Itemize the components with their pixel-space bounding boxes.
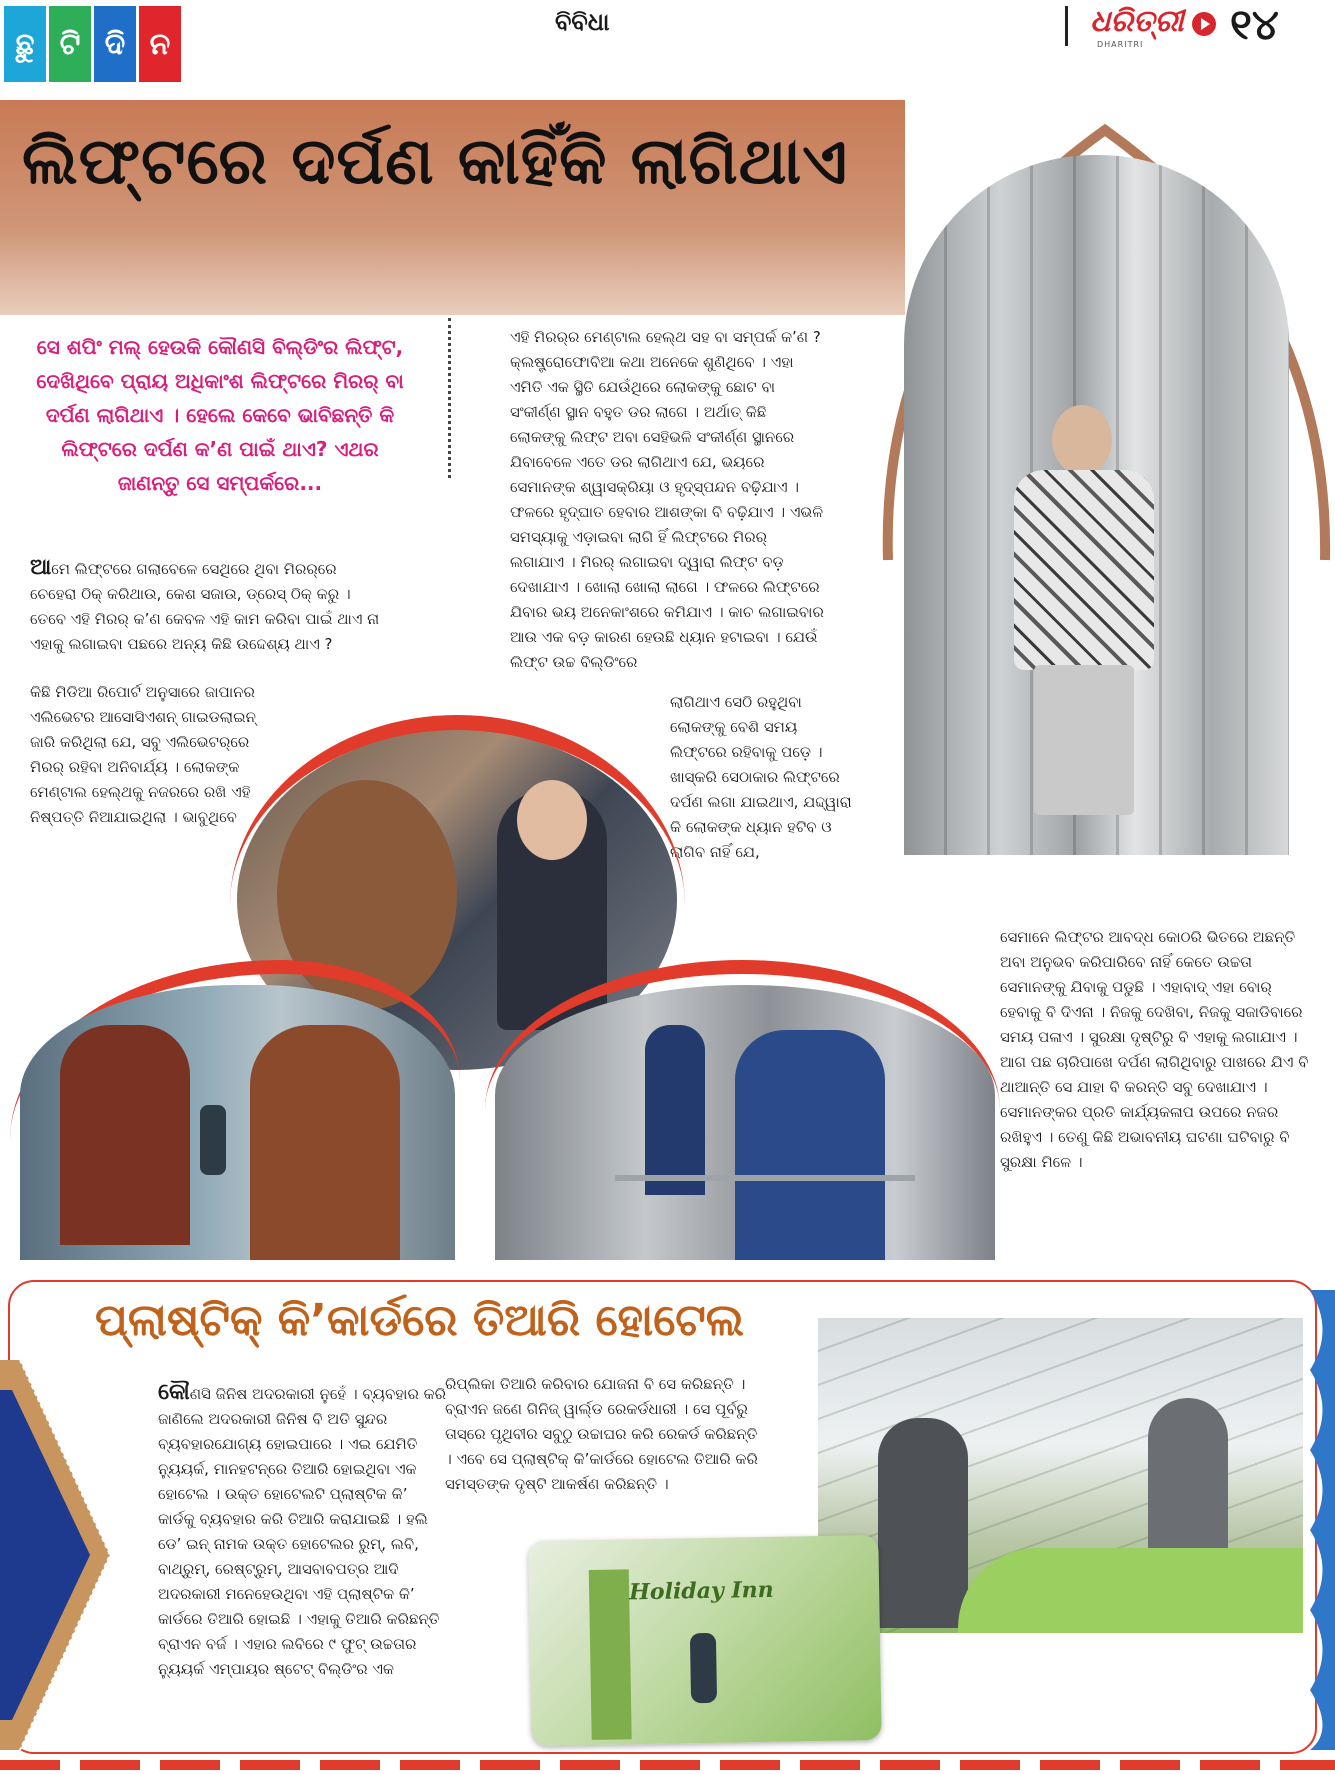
article2-dropcap: କୌ	[158, 1380, 190, 1405]
paragraph-2: କିଛି ମିଡିଆ ରିପୋର୍ଟ ଅନୁସାରେ ଜାପାନର ଏଲିଭେଟର ଆସୋସିଏଶନ୍ ଗାଇଡଲାଇନ୍ ଜାରି କରିଥିଲା ଯେ, ସବୁ ଏଲିଭେଟର୍‌ରେ ମିରର୍ ରହିବା ଅନିବାର୍ଯ୍ୟ । ଲୋକଙ୍କ ମେଣ୍ଟାଲ ହେଲ୍‌ଥକୁ ନଜରରେ ରଖି ଏହି ନିଷ୍ପତ୍ତି ନିଆଯାଇଥିଲା । ଭାବୁଥିବେ	[30, 683, 256, 826]
dropcap: ଆ	[30, 555, 52, 580]
article1-column-2-continued	[670, 690, 855, 865]
paragraph-3: ଏହି ମିରର୍‌ର ମେଣ୍ଟାଲ ହେଲ୍‌ଥ ସହ ବା ସମ୍ପର୍କ କ’ଣ ? କ୍ଲଷ୍ଟ୍ରୋଫୋବିଆ କଥା ଅନେକେ ଶୁଣିଥିବେ । ଏହା ଏମିତି ଏକ ସ୍ଥିତି ଯେଉଁଥିରେ ଲୋକଙ୍କୁ ଛୋଟ ବା ସଂକୀର୍ଣ୍ଣ ସ୍ଥାନ ବହୁତ ଡର ଲାଗେ । ଅର୍ଥାତ୍ କିଛି ଲୋକଙ୍କୁ ଲିଫ୍ଟ ଅବା ସେହିଭଳି ସଂକୀର୍ଣ୍ଣ ସ୍ଥାନରେ ଯିବାବେଳେ ଏତେ ଡର ଲାଗିଥାଏ ଯେ, ଭୟରେ ସେମାନଙ୍କ ଶ୍ୱାସକ୍ରିୟା ଓ ହୃଦ୍‌ସ୍ପନ୍ଦନ ବଢ଼ିଯାଏ । ଫଳରେ ହୃଦ୍‌ଘାତ ହେବାର ଆଶଙ୍କା ବି ବଢ଼ିଯାଏ । ଏଭଳି ସମସ୍ୟାକୁ ଏଡ଼ାଇବା ଲାଗି ହିଁ ଲିଫ୍ଟରେ ମିରର୍ ଲଗାଯାଏ । ମିରର୍ ଲଗାଇବା ଦ୍ୱାରା ଲିଫ୍ଟ ବଡ଼ ଦେଖାଯାଏ । ଖୋଲା ଖୋଲା ଲାଗେ । ଫଳରେ ଲିଫ୍ଟରେ ଯିବାର ଭୟ ଅନେକାଂଶରେ କମିଯାଏ । କାଚ ଲଗାଇବାର ଆଉ ଏକ ବଡ଼ କାରଣ ହେଉଛି ଧ୍ୟାନ ହଟାଇବା । ଯେଉଁ ଲିଫ୍ଟ ଉଚ୍ଚ ବିଲ୍ଡିଂରେ	[510, 328, 824, 671]
man-elevator-photo	[495, 985, 995, 1260]
person-figure	[1004, 405, 1164, 825]
newspaper-subtitle: DHARITRI	[1097, 40, 1144, 49]
card-brand-text: Holiday Inn	[628, 1576, 774, 1606]
article1-column-1-continued	[30, 680, 280, 830]
brand-letter-4: ନ	[139, 6, 181, 82]
hotel-lobby-photo	[818, 1318, 1303, 1633]
column-divider	[448, 318, 451, 478]
elevator-selfie-photo	[904, 155, 1289, 855]
paragraph-4: ଲାଗିଥାଏ ସେଠି ରହୁଥିବା ଲୋକଙ୍କୁ ବେଶି ସମୟ ଲିଫ୍ଟରେ ରହିବାକୁ ପଡ଼େ । ଖାସ୍‌କରି ସେଠାକାର ଲିଫ୍ଟରେ ଦର୍ପଣ ଲଗା ଯାଇଥାଏ, ଯଦ୍ଦ୍ୱାରା କି ଲୋକଙ୍କ ଧ୍ୟାନ ହଟିବ ଓ ଲାଗିବ ନାହିଁ ଯେ,	[670, 693, 852, 861]
article2-title: ପ୍ଲାଷ୍ଟିକ୍ କି’କାର୍ଡରେ ତିଆରି ହୋଟେଲ	[95, 1295, 745, 1346]
chevron-decoration-icon	[0, 1360, 120, 1750]
article1-column-2	[510, 325, 825, 675]
wave-decoration-icon	[1300, 1290, 1335, 1750]
anxious-woman-photo	[20, 985, 455, 1260]
article2-paragraph-2: ରିପ୍ଲିକା ତିଆରି କରିବାର ଯୋଜନା ବି ସେ କରିଛନ୍ତି । ବ୍ରାଏନ ଜଣେ ଗିନିଜ୍ ୱାର୍ଲ୍ଡ ରେକର୍ଡଧାରୀ । ସେ ପୂର୍ବରୁ ତାସ୍‌ରେ ପୃଥିବୀର ସବୁଠୁ ଉଚ୍ଚାଘର କରି ରେକର୍ଡ କରିଛନ୍ତି । ଏବେ ସେ ପ୍ଲାଷ୍ଟିକ୍ କି’କାର୍ଡରେ ହୋଟେଲ ତିଆରି କରି ସମସ୍ତଙ୍କ ଦୃଷ୍ଟି ଆକର୍ଷଣ କରିଛନ୍ତି ।	[445, 1375, 758, 1493]
header-divider	[1065, 6, 1068, 46]
brand-letter-1: ଛୁ	[4, 6, 46, 82]
play-icon	[1192, 12, 1216, 36]
article1-column-3	[1000, 925, 1310, 1175]
article2-column-2	[445, 1372, 765, 1497]
bottom-strip	[0, 1760, 1335, 1770]
article2-paragraph-1: କୌଣସି ଜିନିଷ ଅଦରକାରୀ ନୁହେଁ । ବ୍ୟବହାର କରି ଜାଣିଲେ ଅଦରକାରୀ ଜିନିଷ ବି ଅତି ସୁନ୍ଦର ବ୍ୟବହାରଯୋଗ୍ୟ ହୋଇପାରେ । ଏଇ ଯେମିତି ନ୍ୟୁୟର୍କ, ମାନହଟନ୍‌ରେ ତିଆରି ହୋଇଥିବା ଏକ ହୋଟେଲ । ଉକ୍ତ ହୋଟେଲଟି ପ୍ଲାଷ୍ଟିକ କି’ କାର୍ଡକୁ ବ୍ୟବହାର କରି ତିଆରି କରାଯାଇଛି । ହଲି ଡେ’ ଇନ୍ ନାମକ ଉକ୍ତ ହୋଟେଲର ରୁମ୍, ଲବି, ବାଥ୍‌ରୁମ୍, ରେଷ୍ଟ୍‌ରୁମ୍, ଆସବାବପତ୍ର ଆଦି ଅଦରକାରୀ ମନେହେଉଥିବା ଏହି ପ୍ଲାଷ୍ଟିକ କି’ କାର୍ଡରେ ତିଆରି ହୋଇଛି । ଏହାକୁ ତିଆରି କରିଛନ୍ତି ବ୍ରାଏନ ବର୍ଜ । ଏହାର ଲବିରେ ୯ ଫୁଟ୍ ଉଚ୍ଚତାର ନ୍ୟୁୟର୍କ ଏମ୍ପାୟର ଷ୍ଟେଟ୍ ବିଲ୍ଡିଂର ଏକ	[158, 1380, 447, 1678]
article-intro: ସେ ଶପିଂ ମଲ୍ ହେଉକି କୌଣସି ବିଲ୍ଡିଂର ଲିଫ୍ଟ, ଦେଖିଥିବେ ପ୍ରାୟ ଅଧିକାଂଶ ଲିଫ୍ଟରେ ମିରର୍ ବା ଦର୍ପଣ ଲାଗିଥାଏ । ହେଲେ କେବେ ଭାବିଛନ୍ତି କି ଲିଫ୍ଟରେ ଦର୍ପଣ କ’ଣ ପାଇଁ ଥାଏ? ଏଥର ଜାଣନ୍ତୁ ସେ ସମ୍ପର୍କରେ...	[36, 335, 404, 495]
section-label: ବିବିଧା	[555, 8, 610, 36]
paragraph-5: ସେମାନେ ଲିଫ୍ଟର ଆବଦ୍ଧ କୋଠରି ଭିତରେ ଅଛନ୍ତି ଅବା ଅନୁଭବ କରିପାରିବେ ନାହିଁ କେତେ ଉଚ୍ଚତା ସେମାନଙ୍କୁ ଯିବାକୁ ପଡୁଛି । ଏହାବାଦ୍ ଏହା ବୋର୍ ହେବାକୁ ବି ଦିଏନା । ନିଜକୁ ଦେଖିବା, ନିଜକୁ ସଜାଡିବାରେ ସମୟ ପଳାଏ । ସୁରକ୍ଷା ଦୃଷ୍ଟିରୁ ବି ଏହାକୁ ଲଗାଯାଏ । ଆଗ ପଛ ଚାରିପାଖେ ଦର୍ପଣ ଲାଗିଥିବାରୁ ପାଖରେ ଯିଏ ବି ଥାଆନ୍ତି ସେ ଯାହା ବି କରନ୍ତି ସବୁ ଦେଖାଯାଏ । ସେମାନଙ୍କର ପ୍ରତି କାର୍ଯ୍ୟକଳାପ ଉପରେ ନଜର ରଖିହୁଏ । ତେଣୁ କିଛି ଅଭାବନୀୟ ଘଟଣା ଘଟିବାରୁ ବି ସୁରକ୍ଷା ମିଳେ ।	[1000, 928, 1309, 1171]
brand-letter-3: ଦି	[94, 6, 136, 82]
article2-column-1	[158, 1380, 448, 1682]
paragraph-1: ଆମେ ଲିଫ୍ଟରେ ଗଲାବେଳେ ସେଥିରେ ଥିବା ମିରର୍‌ରେ ଚେହେରା ଠିକ୍ କରିଥାଉ, କେଶ ସଜାଉ, ଡ୍ରେସ୍ ଠିକ୍ କରୁ । ତେବେ ଏହି ମିରର୍ କ’ଣ କେବଳ ଏହି କାମ କରିବା ପାଇଁ ଥାଏ ନା ଏହାକୁ ଲଗାଇବା ପଛରେ ଅନ୍ୟ କିଛି ଉଦ୍ଦେଶ୍ୟ ଥାଏ ?	[30, 555, 380, 653]
newspaper-name: ଧରିତ୍ରୀ	[1090, 4, 1184, 39]
page-number: ୧୪	[1230, 0, 1279, 49]
article-title: ଲିଫ୍ଟରେ ଦର୍ପଣ କାହିଁକି ଲାଗିଥାଏ	[22, 125, 849, 199]
article1-column-1	[30, 555, 380, 657]
hotel-key-card-photo	[528, 1535, 882, 1746]
brand-letter-2: ଟି	[49, 6, 91, 82]
